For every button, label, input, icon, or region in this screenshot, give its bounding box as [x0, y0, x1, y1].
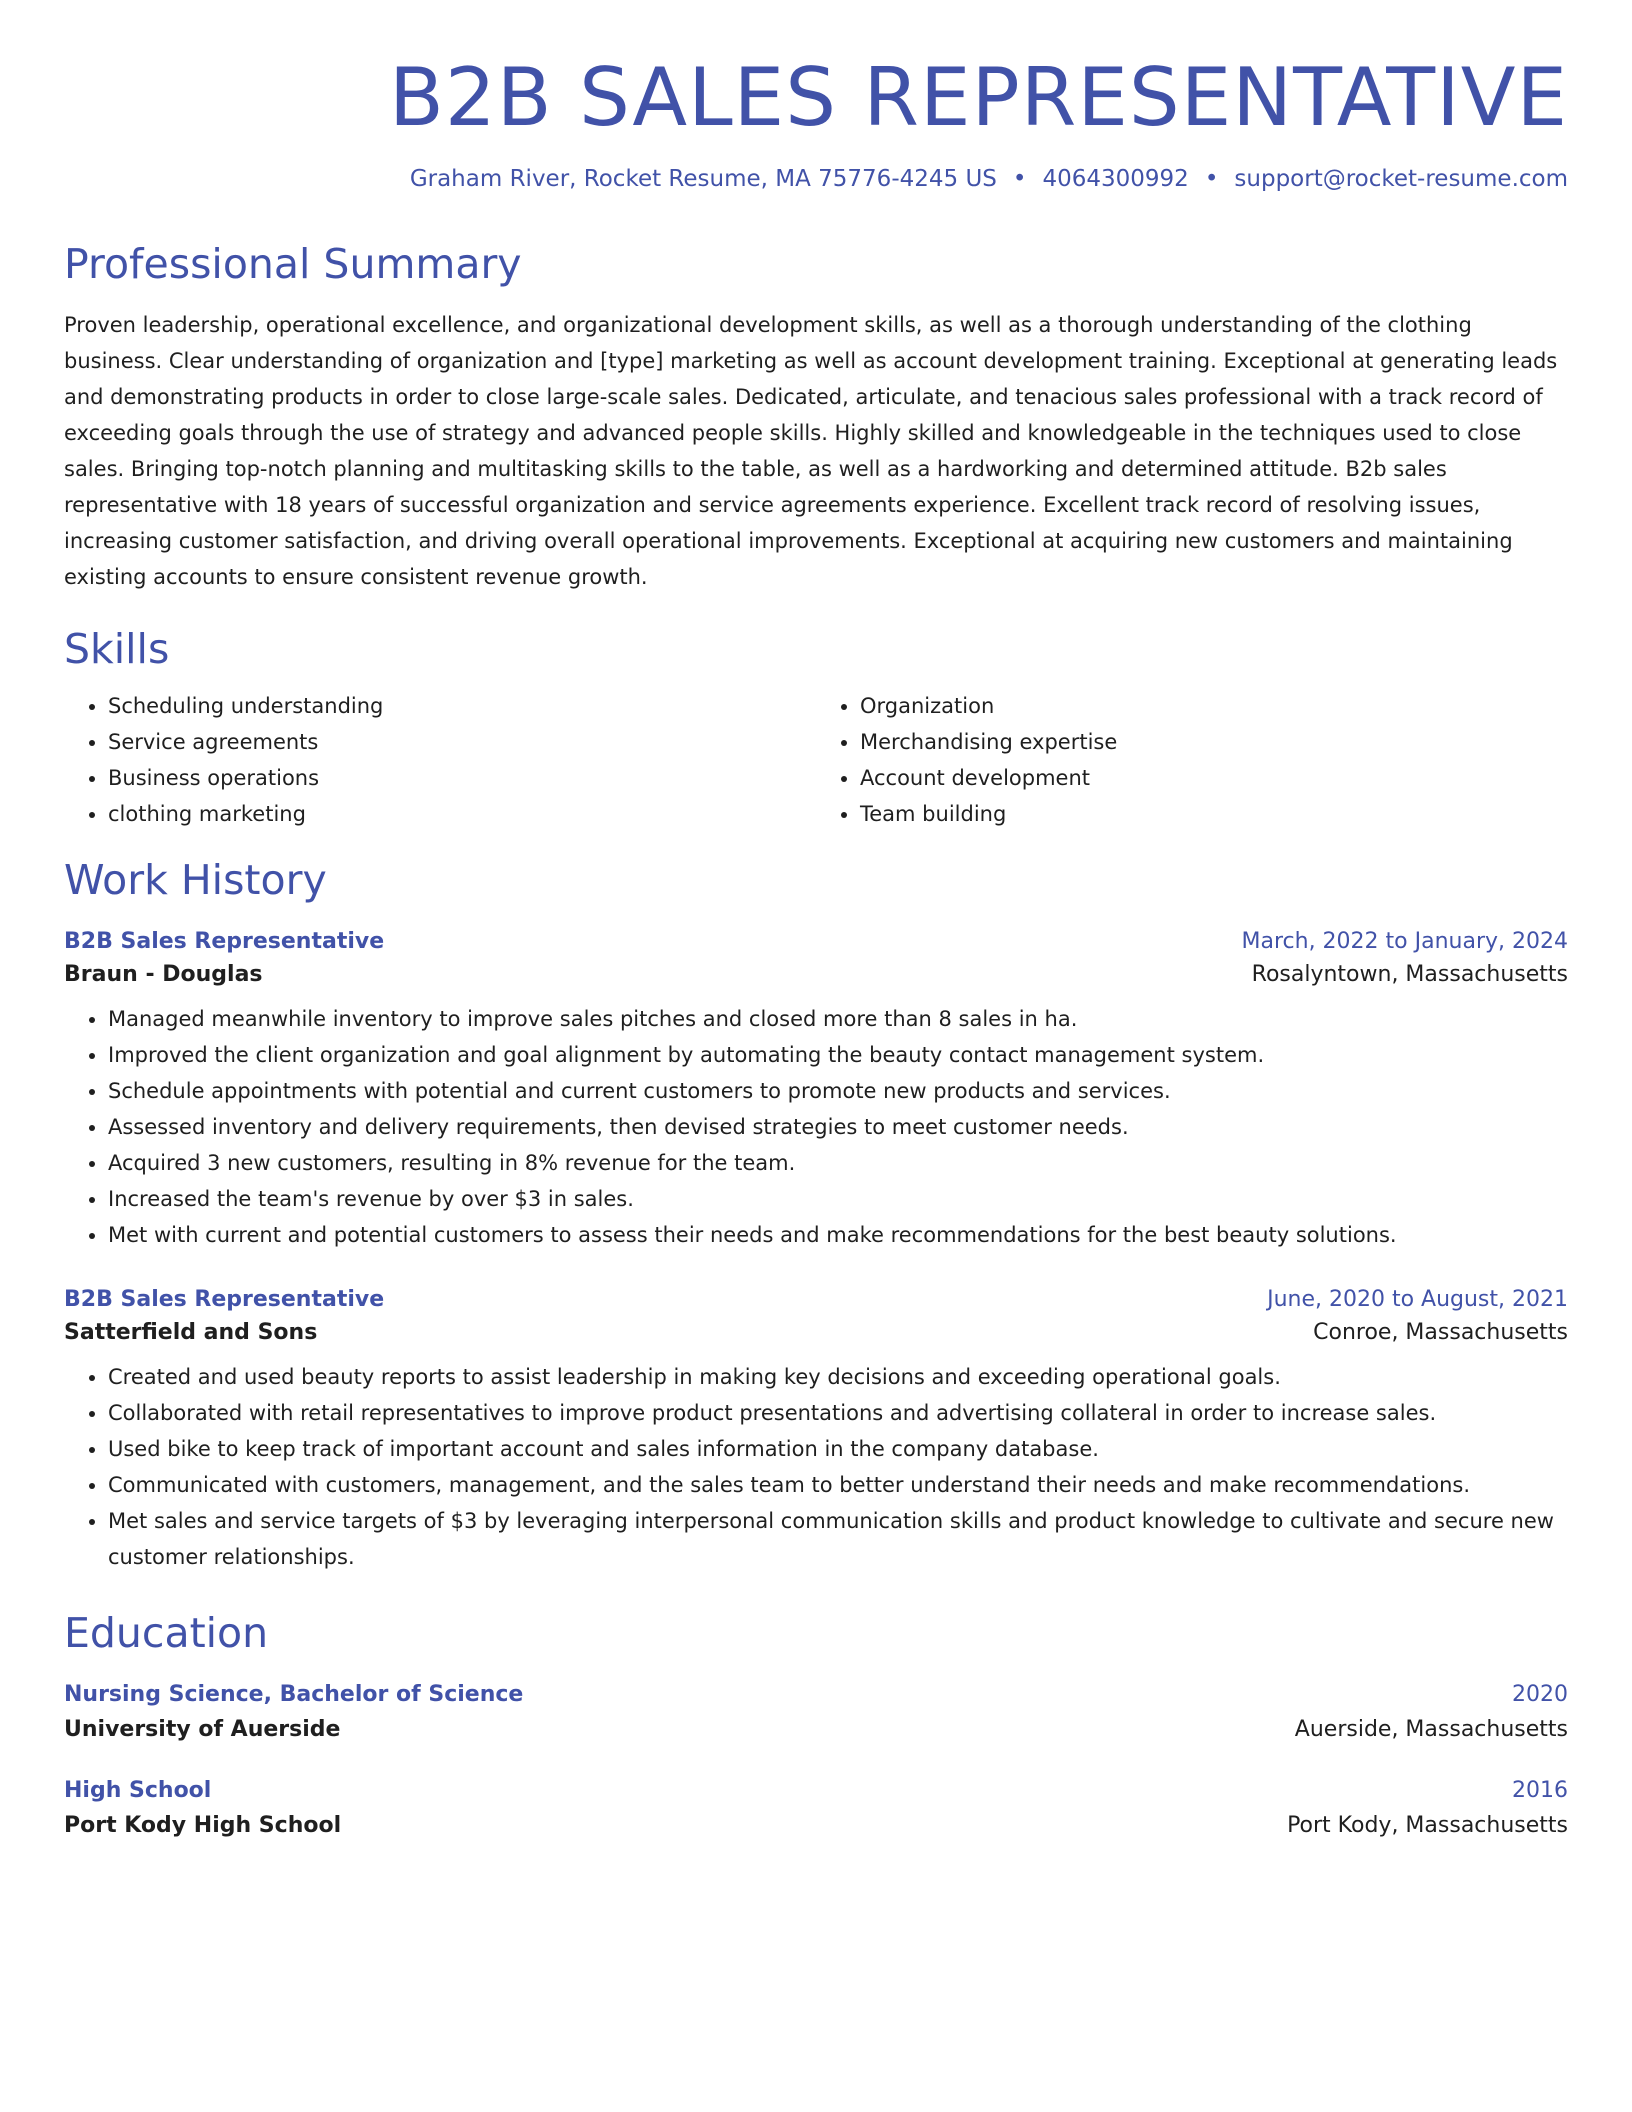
education-location: Auerside, Massachusetts	[1294, 1716, 1568, 1742]
skills-column-left	[64, 688, 816, 832]
education-school: University of Auerside	[64, 1716, 341, 1742]
skills-list	[64, 688, 1568, 832]
skill-item: • clothing marketing	[108, 796, 816, 832]
contact-line	[64, 166, 1568, 194]
education-header	[64, 1778, 1568, 1803]
education-year: 2020	[1512, 1681, 1568, 1707]
job-location: Rosalyntown, Massachusetts	[1251, 961, 1568, 987]
section-title-skills: Skills	[64, 624, 170, 673]
job-bullet: • Collaborated with retail representatives to improve product presentations and advertising collateral in order to increase sales.	[108, 1395, 1568, 1431]
job-bullet: • Met with current and potential customers to assess their needs and make recommendations for the best beauty solutions.	[108, 1217, 1568, 1253]
education-entry	[64, 1682, 1568, 1742]
job-bullets	[64, 1001, 1568, 1253]
job-header	[64, 929, 1568, 954]
job-subheader	[64, 962, 1568, 987]
skill-item: • Team building	[860, 796, 1568, 832]
job-bullet: • Communicated with customers, management, and the sales team to better understand their needs and make recommendations.	[108, 1467, 1568, 1503]
job-bullet: • Increased the team's revenue by over $3 in sales.	[108, 1181, 1568, 1217]
job-dates: June, 2020 to August, 2021	[1267, 1286, 1568, 1312]
job-bullet: • Met sales and service targets of $3 by leveraging interpersonal communication skills and product knowledge to cultivate and secure new customer relationships.	[108, 1503, 1568, 1575]
job-entry	[64, 1287, 1568, 1575]
job-company: Satterfield and Sons	[64, 1319, 318, 1345]
summary-text: Proven leadership, operational excellence, and organizational development skills, as well as a thorough understanding of the clothing business. Clear understanding of organization and [type] marketing as well as account development training. Exceptional at generating leads and demonstrating products in order to close large-scale sales. Dedicated, articulate, and tenacious sales professional with a track record of exceeding goals through the use of strategy and advanced people skills. Highly skilled and knowledgeable in the techniques used to close sales. Bringing top-notch planning and multitasking skills to the table, as well as a hardworking and determined attitude. B2b sales representative with 18 years of successful organization and service agreements experience. Excellent track record of resolving issues, increasing customer satisfaction, and driving overall operational improvements. Exceptional at acquiring new customers and maintaining existing accounts to ensure consistent revenue growth.	[64, 312, 1558, 589]
job-location: Conroe, Massachusetts	[1313, 1319, 1568, 1345]
section-title-education: Education	[64, 1608, 269, 1657]
job-bullet: • Assessed inventory and delivery requirements, then devised strategies to meet customer needs.	[108, 1109, 1568, 1145]
education-location: Port Kody, Massachusetts	[1287, 1812, 1568, 1838]
contact-email: support@rocket-resume.com	[1234, 166, 1568, 192]
job-bullet: • Acquired 3 new customers, resulting in 8% revenue for the team.	[108, 1145, 1568, 1181]
job-role: B2B Sales Representative	[64, 1286, 385, 1312]
contact-address: Graham River, Rocket Resume, MA 75776-4245 US	[409, 166, 997, 192]
job-bullet: • Created and used beauty reports to assist leadership in making key decisions and exceeding operational goals.	[108, 1359, 1568, 1395]
skills-column-right	[816, 688, 1568, 832]
education-entry	[64, 1778, 1568, 1838]
education-year: 2016	[1512, 1777, 1568, 1803]
skill-item: • Scheduling understanding	[108, 688, 816, 724]
skill-item: • Merchandising expertise	[860, 724, 1568, 760]
job-entry	[64, 929, 1568, 1253]
education-subheader	[64, 1717, 1568, 1742]
skill-item: • Business operations	[108, 760, 816, 796]
job-bullet: • Schedule appointments with potential and current customers to promote new products and services.	[108, 1073, 1568, 1109]
education-degree: High School	[64, 1777, 212, 1803]
education-subheader	[64, 1813, 1568, 1838]
job-subheader	[64, 1320, 1568, 1345]
section-title-work-history: Work History	[64, 855, 327, 904]
job-bullet: • Improved the client organization and goal alignment by automating the beauty contact management system.	[108, 1037, 1568, 1073]
contact-phone: 4064300992	[1042, 166, 1189, 192]
job-header	[64, 1287, 1568, 1312]
job-dates: March, 2022 to January, 2024	[1241, 928, 1568, 954]
skill-item: • Account development	[860, 760, 1568, 796]
education-header	[64, 1682, 1568, 1707]
job-bullet: • Managed meanwhile inventory to improve sales pitches and closed more than 8 sales in ha.	[108, 1001, 1568, 1037]
resume-title: B2B SALES REPRESENTATIVE	[389, 51, 1568, 144]
job-role: B2B Sales Representative	[64, 928, 385, 954]
job-company: Braun - Douglas	[64, 961, 263, 987]
skill-item: • Organization	[860, 688, 1568, 724]
job-bullet: • Used bike to keep track of important account and sales information in the company database.	[108, 1431, 1568, 1467]
education-degree: Nursing Science, Bachelor of Science	[64, 1681, 524, 1707]
contact-separator: •	[1012, 166, 1027, 192]
job-bullets	[64, 1359, 1568, 1575]
education-school: Port Kody High School	[64, 1812, 342, 1838]
contact-separator: •	[1204, 166, 1219, 192]
section-title-summary: Professional Summary	[64, 239, 522, 288]
skill-item: • Service agreements	[108, 724, 816, 760]
